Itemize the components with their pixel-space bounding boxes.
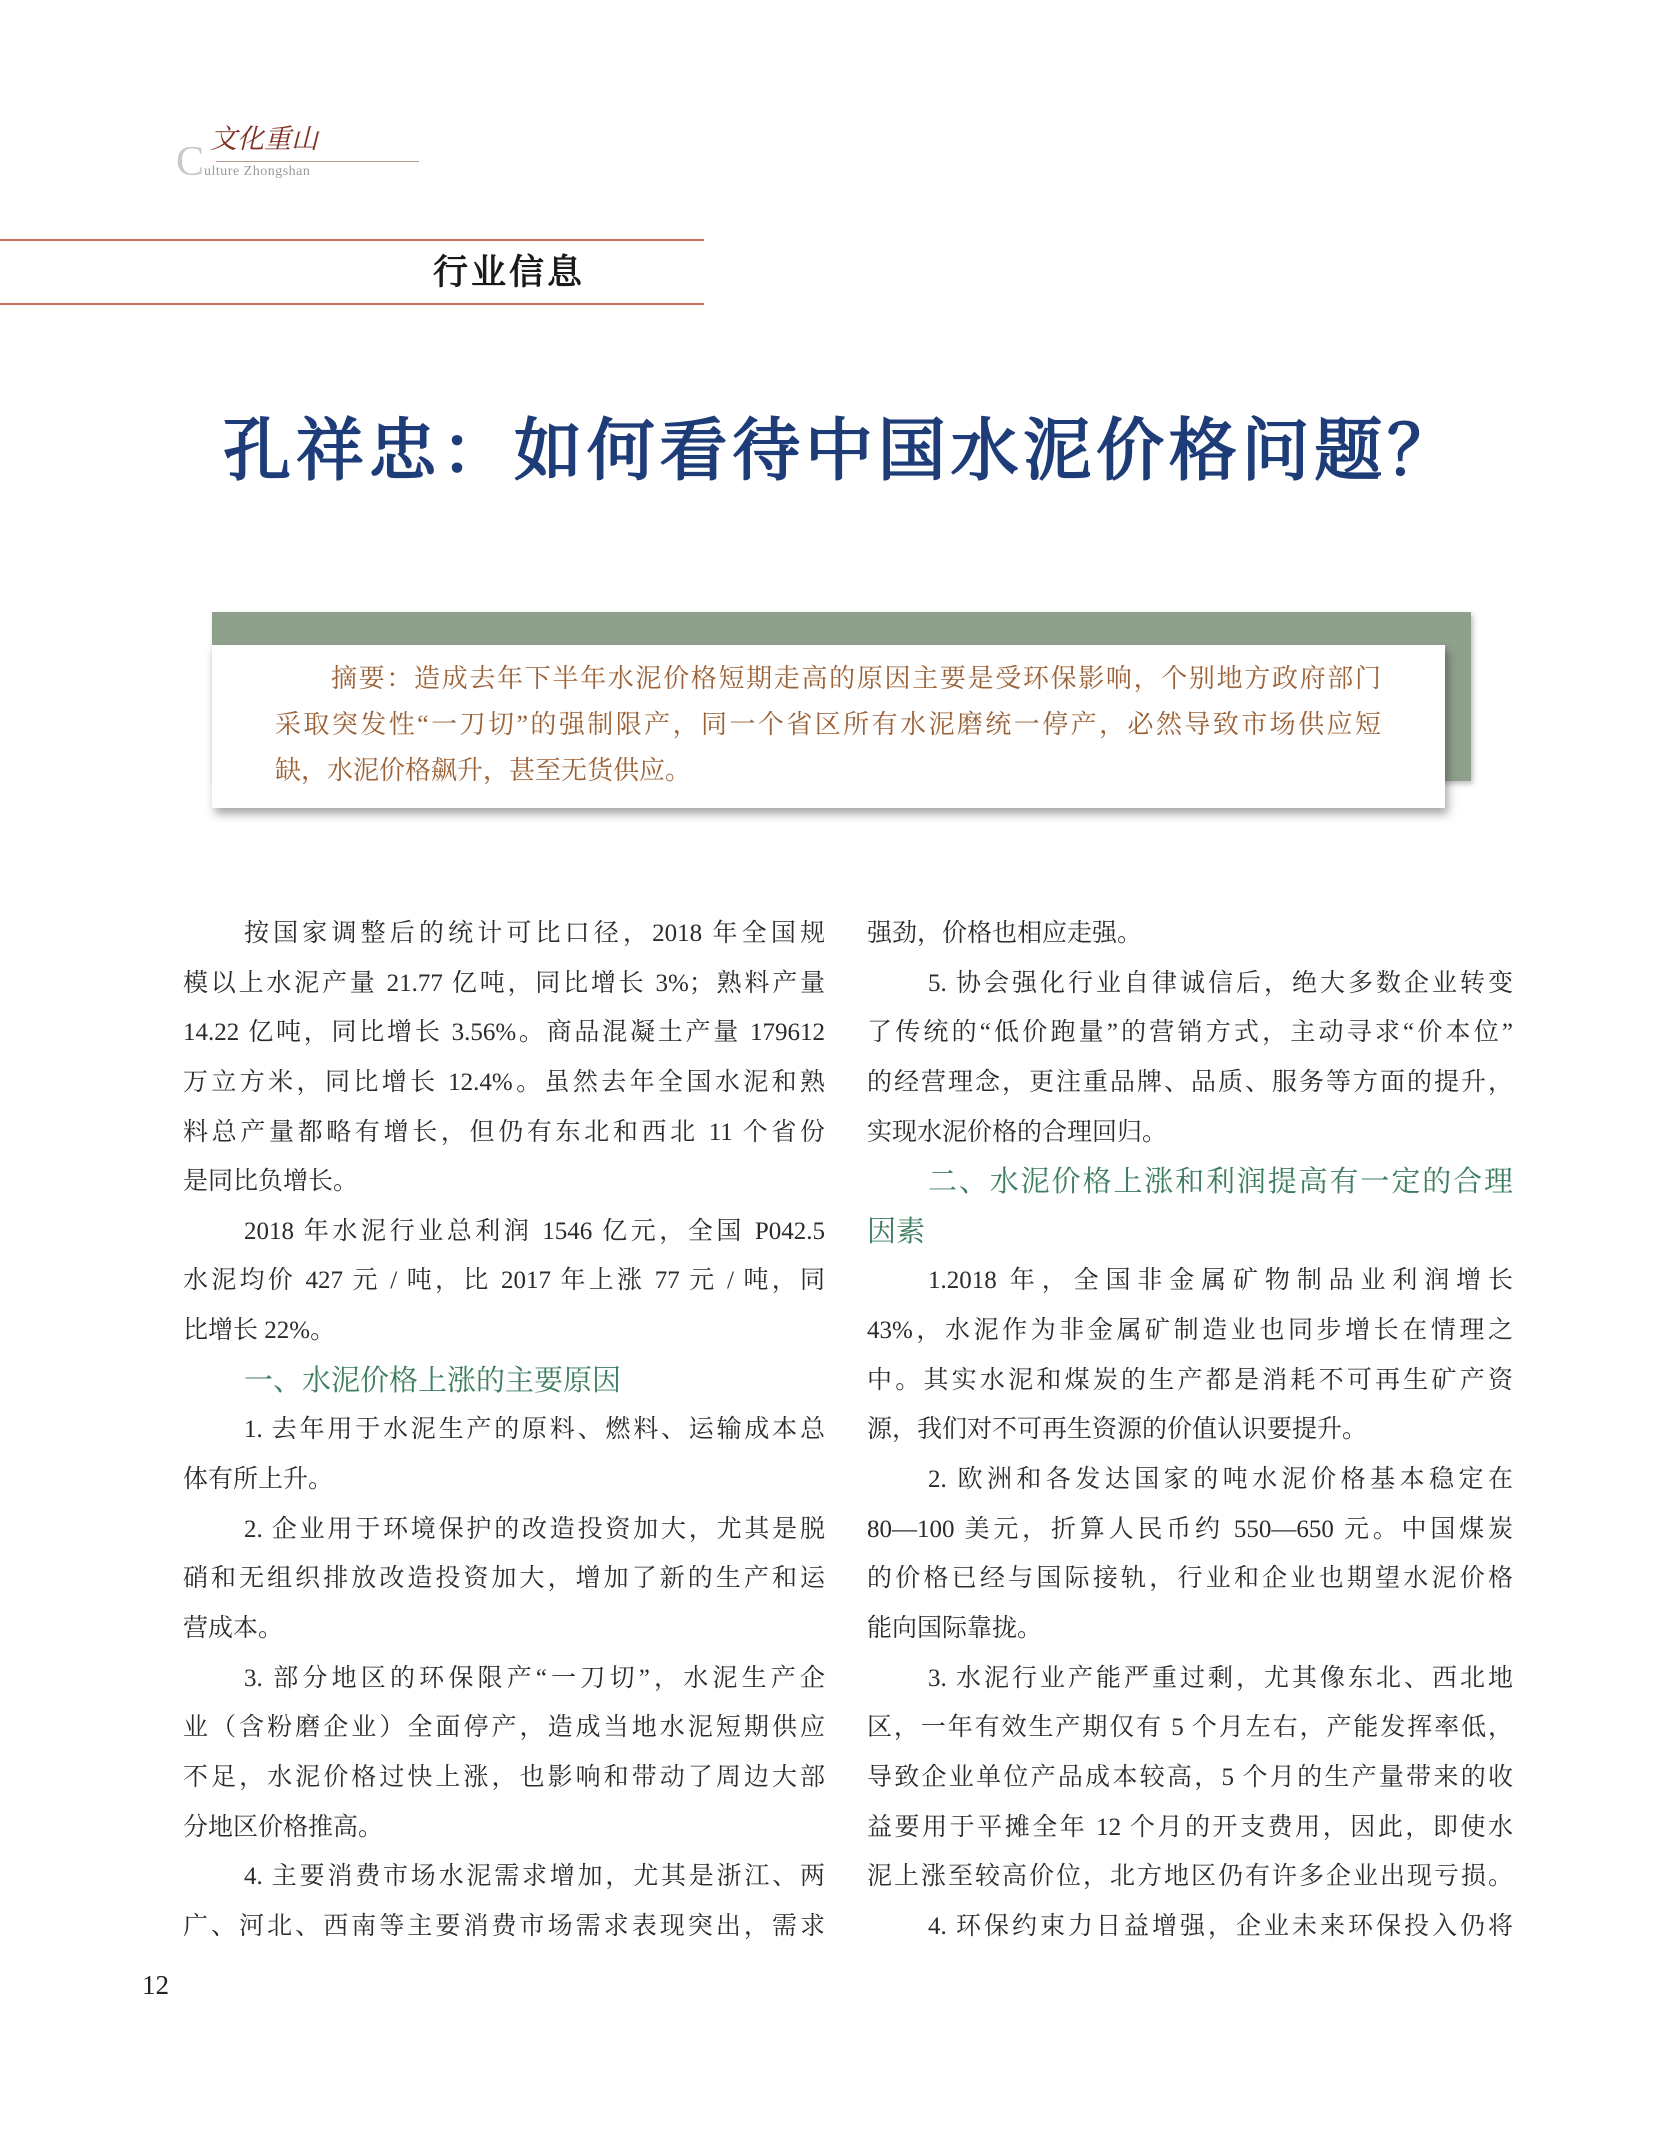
body-line: 中。其实水泥和煤炭的生产都是消耗不可再生矿产资 (867, 1366, 1513, 1394)
body-line: 实现水泥价格的合理回归。 (867, 1118, 1168, 1146)
left-column (183, 909, 825, 1951)
body-line: 万立方米，同比增长 12.4%。虽然去年全国水泥和熟 (183, 1068, 825, 1096)
body-line: 区，一年有效生产期仅有 5 个月左右，产能发挥率低， (867, 1714, 1513, 1742)
section-heading-line: 二、水泥价格上涨和利润提高有一定的合理 (928, 1164, 1513, 1199)
body-line: 2. 欧洲和各发达国家的吨水泥价格基本稳定在 (928, 1466, 1513, 1494)
paragraph (183, 1207, 825, 1356)
body-line: 模以上水泥产量 21.77 亿吨，同比增长 3%；熟料产量 (183, 969, 825, 997)
body-line: 分地区价格推高。 (183, 1813, 384, 1841)
paragraph (183, 1852, 825, 1951)
body-line: 2. 企业用于环境保护的改造投资加大，尤其是脱 (244, 1515, 825, 1543)
body-line: 强劲，价格也相应走强。 (867, 920, 1143, 947)
body-line: 的经营理念，更注重品牌、品质、服务等方面的提升， (867, 1068, 1513, 1096)
abstract-box (212, 645, 1445, 808)
section-heading (183, 1356, 825, 1406)
body-line: 泥上涨至较高价位，北方地区仍有许多企业出现亏损。 (867, 1863, 1513, 1891)
section-heading-line: 一、水泥价格上涨的主要原因 (244, 1362, 622, 1397)
body-line: 广、河北、西南等主要消费市场需求表现突出，需求 (183, 1912, 825, 1940)
right-column (867, 909, 1513, 1951)
body-line: 比增长 22%。 (183, 1317, 336, 1345)
body-line: 1. 去年用于水泥生产的原料、燃料、运输成本总 (244, 1416, 825, 1444)
paragraph (867, 959, 1513, 1158)
body-line: 导致企业单位产品成本较高，5 个月的生产量带来的收 (867, 1763, 1513, 1791)
section-rule-top (0, 239, 704, 241)
body-line: 营成本。 (183, 1614, 284, 1642)
paragraph (867, 1455, 1513, 1654)
page-number: 12 (142, 1970, 169, 2000)
abstract-line: 采取突发性“一刀切”的强制限产，同一个省区所有水泥磨统一停产，必然导致市场供应短 (275, 710, 1381, 739)
body-line: 2018 年水泥行业总利润 1546 亿元，全国 P042.5 (244, 1217, 825, 1245)
body-line: 的价格已经与国际接轨，行业和企业也期望水泥价格 (867, 1565, 1513, 1593)
paragraph (867, 1256, 1513, 1455)
paragraph (183, 1654, 825, 1853)
paragraph (183, 1405, 825, 1504)
abstract-line: 摘要：造成去年下半年水泥价格短期走高的原因主要是受环保影响，个别地方政府部门 (331, 664, 1381, 693)
magazine-logo-chinese: 文化重山 (210, 124, 318, 155)
body-line: 了传统的“低价跑量”的营销方式，主动寻求“价本位” (867, 1019, 1513, 1047)
section-heading-line: 因素 (867, 1213, 926, 1248)
body-line: 43%，水泥作为非金属矿制造业也同步增长在情理之 (867, 1317, 1513, 1345)
paragraph (183, 1505, 825, 1654)
body-line: 5. 协会强化行业自律诚信后，绝大多数企业转变 (928, 969, 1513, 997)
body-line: 3. 水泥行业产能严重过剩，尤其像东北、西北地 (928, 1664, 1513, 1692)
body-line: 是同比负增长。 (183, 1168, 359, 1196)
body-line: 益要用于平摊全年 12 个月的开支费用，因此，即使水 (867, 1813, 1513, 1841)
abstract-line: 缺，水泥价格飙升，甚至无货供应。 (275, 756, 692, 785)
paragraph (867, 1902, 1513, 1952)
abstract-text (275, 656, 1381, 794)
body-line: 体有所上升。 (183, 1466, 334, 1494)
magazine-logo-english: Culture Zhongshan (176, 139, 311, 185)
section-heading (867, 1157, 1513, 1256)
section-label: 行业信息 (433, 253, 586, 293)
body-line: 水泥均价 427 元 / 吨，比 2017 年上涨 77 元 / 吨，同 (183, 1267, 825, 1295)
section-rule-bottom (0, 303, 704, 305)
body-line: 业（含粉磨企业）全面停产，造成当地水泥短期供应 (183, 1714, 825, 1742)
body-line: 能向国际靠拢。 (867, 1614, 1043, 1642)
body-line: 3. 部分地区的环保限产“一刀切”，水泥生产企 (244, 1664, 825, 1692)
body-line: 源，我们对不可再生资源的价值认识要提升。 (867, 1416, 1368, 1444)
body-line: 料总产量都略有增长，但仍有东北和西北 11 个省份 (183, 1118, 825, 1146)
body-line: 不足，水泥价格过快上涨，也影响和带动了周边大部 (183, 1763, 825, 1791)
body-line: 14.22 亿吨，同比增长 3.56%。商品混凝土产量 179612 (183, 1019, 825, 1047)
body-line: 4. 环保约束力日益增强，企业未来环保投入仍将 (928, 1912, 1513, 1940)
body-line: 硝和无组织排放改造投资加大，增加了新的生产和运 (183, 1565, 825, 1593)
body-line: 1.2018 年，全国非金属矿物制品业利润增长 (928, 1267, 1513, 1295)
body-line: 4. 主要消费市场水泥需求增加，尤其是浙江、两 (244, 1863, 825, 1891)
paragraph (183, 909, 825, 1207)
paragraph (867, 1654, 1513, 1902)
body-line: 80—100 美元，折算人民币约 550—650 元。中国煤炭 (867, 1515, 1513, 1543)
body-line: 按国家调整后的统计可比口径，2018 年全国规 (244, 920, 825, 947)
article-title: 孔祥忠：如何看待中国水泥价格问题？ (223, 411, 1455, 491)
paragraph (867, 909, 1513, 959)
